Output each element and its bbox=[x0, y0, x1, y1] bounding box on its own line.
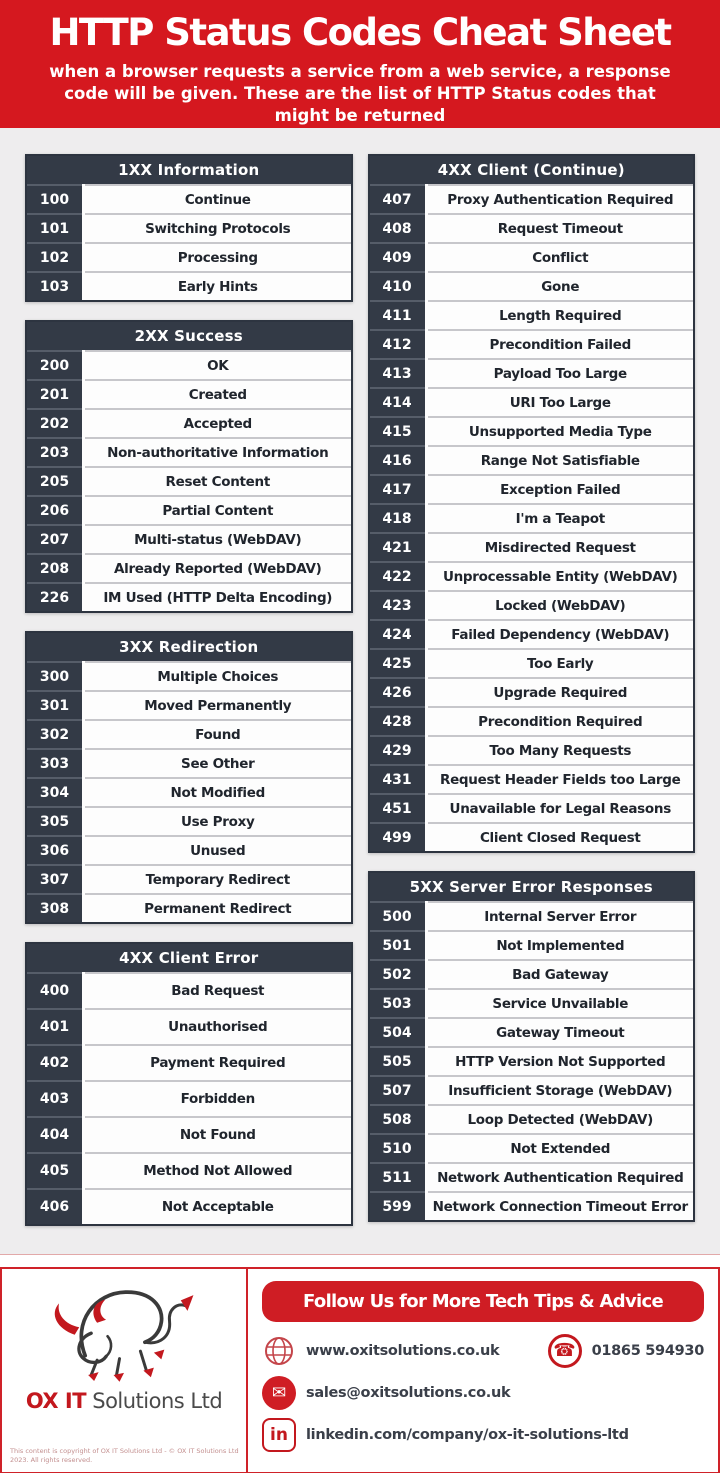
status-row bbox=[370, 901, 694, 930]
status-row bbox=[27, 524, 351, 553]
status-code: 451 bbox=[370, 793, 425, 822]
status-description: Request Header Fields too Large bbox=[428, 764, 694, 793]
status-row bbox=[370, 930, 694, 959]
status-row bbox=[27, 495, 351, 524]
status-row bbox=[370, 988, 694, 1017]
status-row bbox=[27, 582, 351, 611]
status-code: 101 bbox=[27, 213, 82, 242]
status-description: Gateway Timeout bbox=[428, 1017, 694, 1046]
status-description: Continue bbox=[85, 184, 351, 213]
status-description: Processing bbox=[85, 242, 351, 271]
status-code: 431 bbox=[370, 764, 425, 793]
status-row bbox=[370, 706, 694, 735]
status-code: 412 bbox=[370, 329, 425, 358]
table-title: 5XX Server Error Responses bbox=[370, 873, 694, 901]
status-description: URI Too Large bbox=[428, 387, 694, 416]
status-description: Partial Content bbox=[85, 495, 351, 524]
email-address: sales@oxitsolutions.co.uk bbox=[306, 1385, 511, 1401]
status-code: 301 bbox=[27, 690, 82, 719]
status-description: Length Required bbox=[428, 300, 694, 329]
status-description: Gone bbox=[428, 271, 694, 300]
status-row bbox=[27, 661, 351, 690]
status-code: 201 bbox=[27, 379, 82, 408]
phone-number: 01865 594930 bbox=[591, 1343, 704, 1359]
status-row bbox=[370, 1075, 694, 1104]
status-row bbox=[370, 590, 694, 619]
status-description: Switching Protocols bbox=[85, 213, 351, 242]
status-description: Non-authoritative Information bbox=[85, 437, 351, 466]
table-2xx-success bbox=[25, 320, 353, 613]
status-row bbox=[27, 972, 351, 1008]
status-code: 423 bbox=[370, 590, 425, 619]
status-row bbox=[370, 1017, 694, 1046]
company-name-prefix: OX IT bbox=[25, 1389, 87, 1413]
company-name-suffix: Solutions Ltd bbox=[86, 1389, 223, 1413]
status-row bbox=[370, 445, 694, 474]
status-description: Unprocessable Entity (WebDAV) bbox=[428, 561, 694, 590]
status-code: 208 bbox=[27, 553, 82, 582]
status-row bbox=[27, 466, 351, 495]
status-code: 404 bbox=[27, 1116, 82, 1152]
status-row bbox=[370, 619, 694, 648]
status-code: 102 bbox=[27, 242, 82, 271]
status-code: 304 bbox=[27, 777, 82, 806]
status-code: 203 bbox=[27, 437, 82, 466]
status-code: 422 bbox=[370, 561, 425, 590]
status-code: 511 bbox=[370, 1162, 425, 1191]
status-description: Not Found bbox=[85, 1116, 351, 1152]
status-code: 421 bbox=[370, 532, 425, 561]
status-code: 508 bbox=[370, 1104, 425, 1133]
status-code: 200 bbox=[27, 350, 82, 379]
status-code: 206 bbox=[27, 495, 82, 524]
status-description: Not Implemented bbox=[428, 930, 694, 959]
status-description: Conflict bbox=[428, 242, 694, 271]
table-title: 2XX Success bbox=[27, 322, 351, 350]
status-row bbox=[370, 1133, 694, 1162]
status-code: 403 bbox=[27, 1080, 82, 1116]
status-description: OK bbox=[85, 350, 351, 379]
status-code: 401 bbox=[27, 1008, 82, 1044]
status-description: Payment Required bbox=[85, 1044, 351, 1080]
status-row bbox=[27, 553, 351, 582]
status-description: Accepted bbox=[85, 408, 351, 437]
status-code: 507 bbox=[370, 1075, 425, 1104]
status-code: 429 bbox=[370, 735, 425, 764]
status-row bbox=[27, 213, 351, 242]
status-row bbox=[370, 213, 694, 242]
bull-logo bbox=[39, 1275, 209, 1387]
linkedin-url: linkedin.com/company/ox-it-solutions-ltd bbox=[306, 1427, 629, 1443]
status-row bbox=[27, 1152, 351, 1188]
status-description: Multiple Choices bbox=[85, 661, 351, 690]
status-row bbox=[370, 764, 694, 793]
status-code: 407 bbox=[370, 184, 425, 213]
contact-list bbox=[262, 1334, 704, 1452]
status-code: 306 bbox=[27, 835, 82, 864]
status-description: Internal Server Error bbox=[428, 901, 694, 930]
email-icon: ✉ bbox=[262, 1376, 296, 1410]
status-description: Request Timeout bbox=[428, 213, 694, 242]
status-code: 500 bbox=[370, 901, 425, 930]
table-3xx-redirection bbox=[25, 631, 353, 924]
status-row bbox=[370, 387, 694, 416]
status-code: 405 bbox=[27, 1152, 82, 1188]
status-row bbox=[370, 358, 694, 387]
status-description: Unauthorised bbox=[85, 1008, 351, 1044]
status-row bbox=[27, 806, 351, 835]
status-code: 100 bbox=[27, 184, 82, 213]
status-code: 415 bbox=[370, 416, 425, 445]
status-code: 426 bbox=[370, 677, 425, 706]
status-description: Exception Failed bbox=[428, 474, 694, 503]
status-code: 302 bbox=[27, 719, 82, 748]
status-row bbox=[370, 184, 694, 213]
page-subtitle: when a browser requests a service from a web service, a response code will be given. These are the list of HTTP Status codes that might be returned bbox=[49, 61, 671, 126]
phone-contact bbox=[548, 1334, 704, 1368]
status-row bbox=[27, 271, 351, 300]
status-row bbox=[27, 690, 351, 719]
contact-row-email bbox=[262, 1376, 704, 1410]
status-description: Client Closed Request bbox=[428, 822, 694, 851]
status-row bbox=[370, 1191, 694, 1220]
table-5xx-server-errors bbox=[368, 871, 696, 1222]
status-code: 307 bbox=[27, 864, 82, 893]
status-description: Not Modified bbox=[85, 777, 351, 806]
status-description: Already Reported (WebDAV) bbox=[85, 553, 351, 582]
status-code: 410 bbox=[370, 271, 425, 300]
right-column bbox=[368, 154, 696, 1244]
table-title: 1XX Information bbox=[27, 156, 351, 184]
status-code: 226 bbox=[27, 582, 82, 611]
status-row bbox=[27, 408, 351, 437]
status-description: Precondition Failed bbox=[428, 329, 694, 358]
status-row bbox=[27, 1080, 351, 1116]
status-row bbox=[370, 959, 694, 988]
status-row bbox=[27, 350, 351, 379]
status-row bbox=[370, 677, 694, 706]
status-description: Permanent Redirect bbox=[85, 893, 351, 922]
status-row bbox=[370, 271, 694, 300]
linkedin-icon: in bbox=[262, 1418, 296, 1452]
company-logo-panel bbox=[2, 1269, 248, 1472]
status-description: Bad Gateway bbox=[428, 959, 694, 988]
company-name bbox=[26, 1389, 222, 1413]
status-code: 502 bbox=[370, 959, 425, 988]
status-description: Unused bbox=[85, 835, 351, 864]
footer bbox=[0, 1267, 720, 1473]
status-row bbox=[27, 748, 351, 777]
status-description: Reset Content bbox=[85, 466, 351, 495]
status-row bbox=[27, 835, 351, 864]
status-row bbox=[370, 822, 694, 851]
status-description: Multi-status (WebDAV) bbox=[85, 524, 351, 553]
status-description: Network Authentication Required bbox=[428, 1162, 694, 1191]
status-code: 428 bbox=[370, 706, 425, 735]
status-description: Misdirected Request bbox=[428, 532, 694, 561]
status-description: Loop Detected (WebDAV) bbox=[428, 1104, 694, 1133]
status-code: 205 bbox=[27, 466, 82, 495]
status-code: 499 bbox=[370, 822, 425, 851]
contact-row-web-phone bbox=[262, 1334, 704, 1368]
status-code: 303 bbox=[27, 748, 82, 777]
status-description: Temporary Redirect bbox=[85, 864, 351, 893]
status-row bbox=[370, 1162, 694, 1191]
status-code: 413 bbox=[370, 358, 425, 387]
table-4xx-client-continue bbox=[368, 154, 696, 853]
status-code: 599 bbox=[370, 1191, 425, 1220]
status-code: 409 bbox=[370, 242, 425, 271]
website-url: www.oxitsolutions.co.uk bbox=[306, 1343, 500, 1359]
status-code: 501 bbox=[370, 930, 425, 959]
table-4xx-client-error bbox=[25, 942, 353, 1226]
status-row bbox=[370, 648, 694, 677]
status-description: Precondition Required bbox=[428, 706, 694, 735]
page-title: HTTP Status Codes Cheat Sheet bbox=[49, 11, 671, 54]
status-row bbox=[370, 735, 694, 764]
status-code: 103 bbox=[27, 271, 82, 300]
status-row bbox=[27, 1116, 351, 1152]
table-title: 3XX Redirection bbox=[27, 633, 351, 661]
status-description: Range Not Satisfiable bbox=[428, 445, 694, 474]
status-row bbox=[27, 719, 351, 748]
status-code: 308 bbox=[27, 893, 82, 922]
status-row bbox=[370, 793, 694, 822]
status-description: IM Used (HTTP Delta Encoding) bbox=[85, 582, 351, 611]
status-row bbox=[27, 379, 351, 408]
status-row bbox=[370, 561, 694, 590]
status-description: Forbidden bbox=[85, 1080, 351, 1116]
status-description: Network Connection Timeout Error bbox=[428, 1191, 694, 1220]
status-row bbox=[370, 1046, 694, 1075]
status-description: See Other bbox=[85, 748, 351, 777]
footer-separator bbox=[0, 1255, 720, 1267]
table-title: 4XX Client Error bbox=[27, 944, 351, 972]
status-row bbox=[370, 1104, 694, 1133]
status-code: 503 bbox=[370, 988, 425, 1017]
status-code: 414 bbox=[370, 387, 425, 416]
contact-row-linkedin bbox=[262, 1418, 704, 1452]
status-description: Locked (WebDAV) bbox=[428, 590, 694, 619]
status-row bbox=[27, 1044, 351, 1080]
status-description: Failed Dependency (WebDAV) bbox=[428, 619, 694, 648]
status-description: Early Hints bbox=[85, 271, 351, 300]
status-code: 416 bbox=[370, 445, 425, 474]
status-code: 425 bbox=[370, 648, 425, 677]
status-description: Payload Too Large bbox=[428, 358, 694, 387]
follow-us-panel bbox=[248, 1269, 718, 1472]
follow-us-banner: Follow Us for More Tech Tips & Advice bbox=[262, 1281, 704, 1322]
status-row bbox=[27, 893, 351, 922]
copyright-notice: This content is copyright of OX IT Solutions Ltd - © OX IT Solutions Ltd 2023. All rights reserved. bbox=[10, 1446, 239, 1465]
status-code: 411 bbox=[370, 300, 425, 329]
status-code: 504 bbox=[370, 1017, 425, 1046]
status-description: Service Unvailable bbox=[428, 988, 694, 1017]
status-description: Not Acceptable bbox=[85, 1188, 351, 1224]
phone-icon: ☎ bbox=[548, 1334, 582, 1368]
status-code: 417 bbox=[370, 474, 425, 503]
status-row bbox=[27, 1008, 351, 1044]
status-description: Too Many Requests bbox=[428, 735, 694, 764]
status-tables-area bbox=[0, 128, 720, 1255]
status-description: Not Extended bbox=[428, 1133, 694, 1162]
status-code: 202 bbox=[27, 408, 82, 437]
status-row bbox=[370, 329, 694, 358]
status-row bbox=[27, 1188, 351, 1224]
status-row bbox=[27, 184, 351, 213]
status-description: Use Proxy bbox=[85, 806, 351, 835]
header-banner bbox=[0, 0, 720, 128]
status-description: HTTP Version Not Supported bbox=[428, 1046, 694, 1075]
status-code: 424 bbox=[370, 619, 425, 648]
status-code: 406 bbox=[27, 1188, 82, 1224]
status-row bbox=[370, 242, 694, 271]
status-code: 400 bbox=[27, 972, 82, 1008]
status-row bbox=[370, 532, 694, 561]
status-row bbox=[370, 474, 694, 503]
status-description: Found bbox=[85, 719, 351, 748]
status-code: 510 bbox=[370, 1133, 425, 1162]
status-code: 408 bbox=[370, 213, 425, 242]
status-description: Unsupported Media Type bbox=[428, 416, 694, 445]
globe-icon bbox=[262, 1334, 296, 1368]
table-title: 4XX Client (Continue) bbox=[370, 156, 694, 184]
status-row bbox=[370, 503, 694, 532]
status-description: Method Not Allowed bbox=[85, 1152, 351, 1188]
status-row bbox=[27, 864, 351, 893]
status-code: 402 bbox=[27, 1044, 82, 1080]
status-description: Too Early bbox=[428, 648, 694, 677]
status-description: Created bbox=[85, 379, 351, 408]
status-row bbox=[27, 437, 351, 466]
status-code: 505 bbox=[370, 1046, 425, 1075]
status-row bbox=[370, 416, 694, 445]
status-code: 418 bbox=[370, 503, 425, 532]
website-contact bbox=[262, 1334, 499, 1368]
left-column bbox=[25, 154, 353, 1244]
status-description: Insufficient Storage (WebDAV) bbox=[428, 1075, 694, 1104]
status-description: Moved Permanently bbox=[85, 690, 351, 719]
status-code: 300 bbox=[27, 661, 82, 690]
status-description: I'm a Teapot bbox=[428, 503, 694, 532]
table-1xx-information bbox=[25, 154, 353, 302]
status-row bbox=[27, 777, 351, 806]
status-row bbox=[370, 300, 694, 329]
status-row bbox=[27, 242, 351, 271]
status-description: Unavailable for Legal Reasons bbox=[428, 793, 694, 822]
status-code: 305 bbox=[27, 806, 82, 835]
status-description: Bad Request bbox=[85, 972, 351, 1008]
status-description: Upgrade Required bbox=[428, 677, 694, 706]
status-description: Proxy Authentication Required bbox=[428, 184, 694, 213]
status-code: 207 bbox=[27, 524, 82, 553]
